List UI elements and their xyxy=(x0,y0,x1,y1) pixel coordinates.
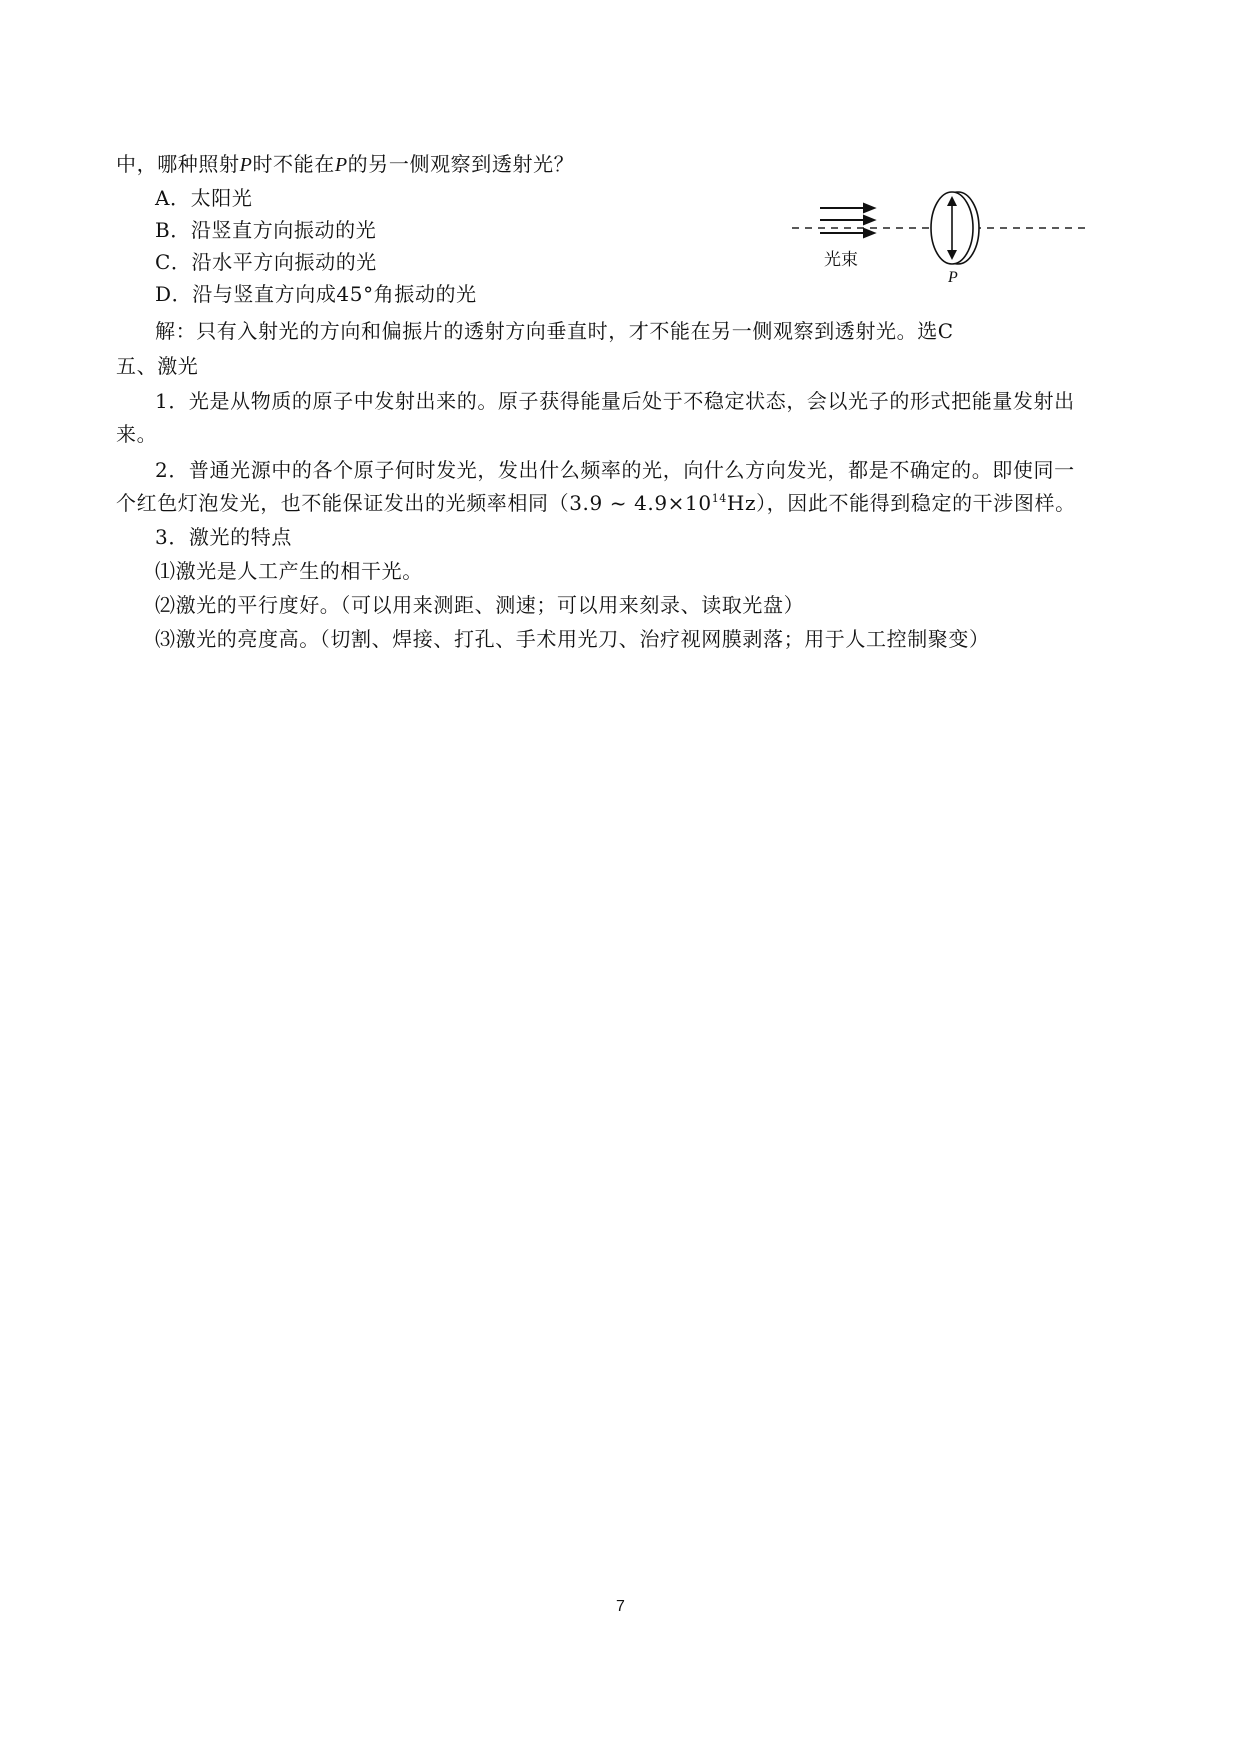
option-b: B．沿竖直方向振动的光 xyxy=(155,218,377,242)
polarizer-diagram xyxy=(790,190,1090,300)
paragraph-2-line-2-prefix: 个红色灯泡发光，也不能保证发出的光频率相同（3.9 ~ 4.9×10 xyxy=(116,491,712,515)
option-a: A．太阳光 xyxy=(155,186,253,210)
stem-suffix: 的另一侧观察到透射光？ xyxy=(347,152,575,176)
stem-var-p2: P xyxy=(334,154,348,176)
beam-label: 光束 xyxy=(824,250,858,270)
polarizer-disc xyxy=(931,192,979,264)
paragraph-2-line-2 xyxy=(116,487,1076,519)
beam-arrowhead-middle xyxy=(864,216,874,224)
frequency-exponent: 14 xyxy=(711,492,727,505)
polarizer-figure xyxy=(790,190,1090,300)
paragraph-1-line-2: 来。 xyxy=(116,422,158,446)
option-d: D．沿与竖直方向成45°角振动的光 xyxy=(155,282,477,306)
paragraph-1-line-1: 1．光是从物质的原子中发射出来的。原子获得能量后处于不稳定状态，会以光子的形式把能量发射出 xyxy=(155,389,1075,413)
answer-text: 解：只有入射光的方向和偏振片的透射方向垂直时，才不能在另一侧观察到透射光。选C xyxy=(155,319,954,343)
feature-item-2: ⑵激光的平行度好。（可以用来测距、测速；可以用来刻录、读取光盘） xyxy=(155,593,805,617)
paragraph-2-line-1: 2．普通光源中的各个原子何时发光，发出什么频率的光，向什么方向发光，都是不确定的。即使同一 xyxy=(155,458,1075,482)
page-number: 7 xyxy=(616,1598,625,1615)
feature-item-1: ⑴激光是人工产生的相干光。 xyxy=(155,559,423,583)
feature-item-3: ⑶激光的亮度高。（切割、焊接、打孔、手术用光刀、治疗视网膜剥落；用于人工控制聚变） xyxy=(155,627,990,651)
beam-arrowhead-bottom xyxy=(864,229,874,237)
paragraph-3: 3．激光的特点 xyxy=(155,525,292,549)
beam-arrows xyxy=(820,204,874,237)
question-stem xyxy=(116,148,574,181)
section-heading: 五、激光 xyxy=(116,354,199,378)
stem-var-p1: P xyxy=(239,154,253,176)
polarizer-label: P xyxy=(948,269,958,286)
beam-arrowhead-top xyxy=(864,204,874,212)
stem-mid: 时不能在 xyxy=(252,152,335,176)
stem-prefix: 中，哪种照射 xyxy=(116,152,240,176)
option-c: C．沿水平方向振动的光 xyxy=(155,250,377,274)
paragraph-2-line-2-suffix: Hz），因此不能得到稳定的干涉图样。 xyxy=(726,491,1076,515)
